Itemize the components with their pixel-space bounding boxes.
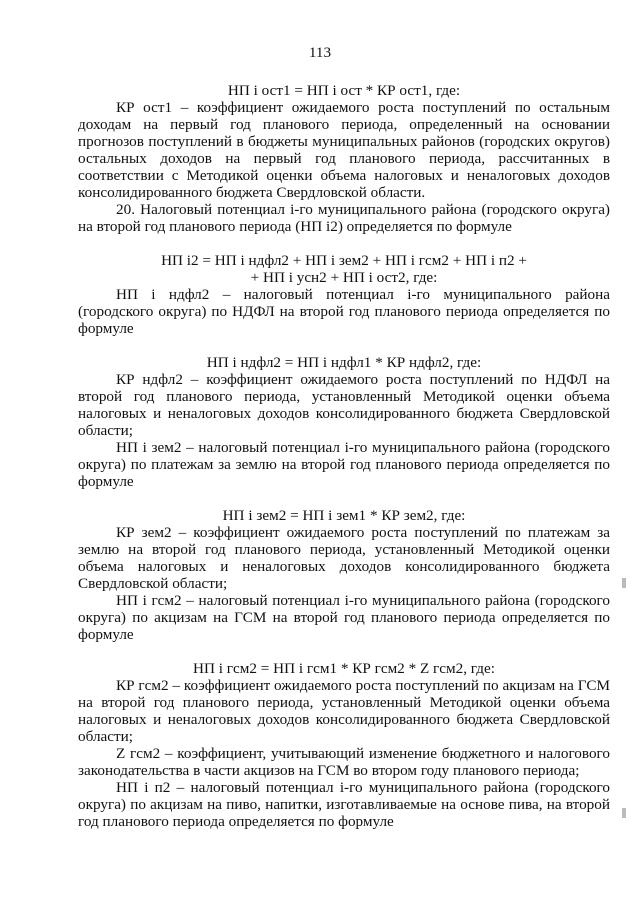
spacer <box>78 490 610 507</box>
scan-mark <box>622 808 626 818</box>
formula-np-i2-line2: + НП i усн2 + НП i ост2, где: <box>250 269 438 286</box>
document-body <box>78 82 610 830</box>
formula-np-i2-line1: НП i2 = НП i ндфл2 + НП i зем2 + НП i гсм2 + НП i п2 + <box>161 252 527 269</box>
scan-mark <box>622 578 626 588</box>
formula-np-ost1: НП i ост1 = НП i ост * КР ост1, где: <box>227 82 461 99</box>
spacer <box>78 235 610 252</box>
paragraph-item-20: 20. Налоговый потенциал i-го муниципального района (городского округа) на второй год планового периода (НП i2) определяется по формуле <box>78 201 610 235</box>
paragraph-kr-ndfl2: КР ндфл2 – коэффициент ожидаемого роста поступлений по НДФЛ на второй год планового периода, установленный Методикой оценки объема налоговых и неналоговых доходов консолидированного бюджета Свердловской области; <box>78 371 610 439</box>
formula-np-ndfl2: НП i ндфл2 = НП i ндфл1 * КР ндфл2, где: <box>206 354 482 371</box>
formula-np-gsm2: НП i гсм2 = НП i гсм1 * КР гсм2 * Z гсм2, где: <box>193 660 495 677</box>
spacer <box>78 643 610 660</box>
paragraph-kr-ost1: КР ост1 – коэффициент ожидаемого роста поступлений по остальным доходам на первый год планового периода, определенный на основании прогнозов поступлений в бюджеты муниципальных районов (городских округов) остальных доходов на первый год планового периода, рассчитанных в соответствии с Методикой оценки объема налоговых и неналоговых доходов консолидированного бюджета Свердловской области. <box>78 99 610 201</box>
paragraph-np-ndfl2: НП i ндфл2 – налоговый потенциал i-го муниципального района (городского округа) по НДФЛ на второй год планового периода определяется по формуле <box>78 286 610 337</box>
paragraph-z-gsm2: Z гсм2 – коэффициент, учитывающий изменение бюджетного и налогового законодательства в части акцизов на ГСМ во втором году планового периода; <box>78 745 610 779</box>
paragraph-kr-zem2: КР зем2 – коэффициент ожидаемого роста поступлений по платежам за землю на второй год планового периода, установленный Методикой оценки объема налоговых и неналоговых доходов консолидированного бюджета Свердловской области; <box>78 524 610 592</box>
page-number: 113 <box>308 44 332 61</box>
spacer <box>78 337 610 354</box>
paragraph-kr-gsm2: КР гсм2 – коэффициент ожидаемого роста поступлений по акцизам на ГСМ на второй год планового периода, установленный Методикой оценки объема налоговых и неналоговых доходов консолидированного бюджета Свердловской области; <box>78 677 610 745</box>
paragraph-np-zem2: НП i зем2 – налоговый потенциал i-го муниципального района (городского округа) по платежам за землю на второй год планового периода определяется по формуле <box>78 439 610 490</box>
paragraph-np-gsm2: НП i гсм2 – налоговый потенциал i-го муниципального района (городского округа) по акцизам на ГСМ на второй год планового периода определяется по формуле <box>78 592 610 643</box>
paragraph-np-p2: НП i п2 – налоговый потенциал i-го муниципального района (городского округа) по акцизам на пиво, напитки, изготавливаемые на основе пива, на второй год планового периода определяется по формуле <box>78 779 610 830</box>
formula-np-zem2: НП i зем2 = НП i зем1 * КР зем2, где: <box>222 507 466 524</box>
